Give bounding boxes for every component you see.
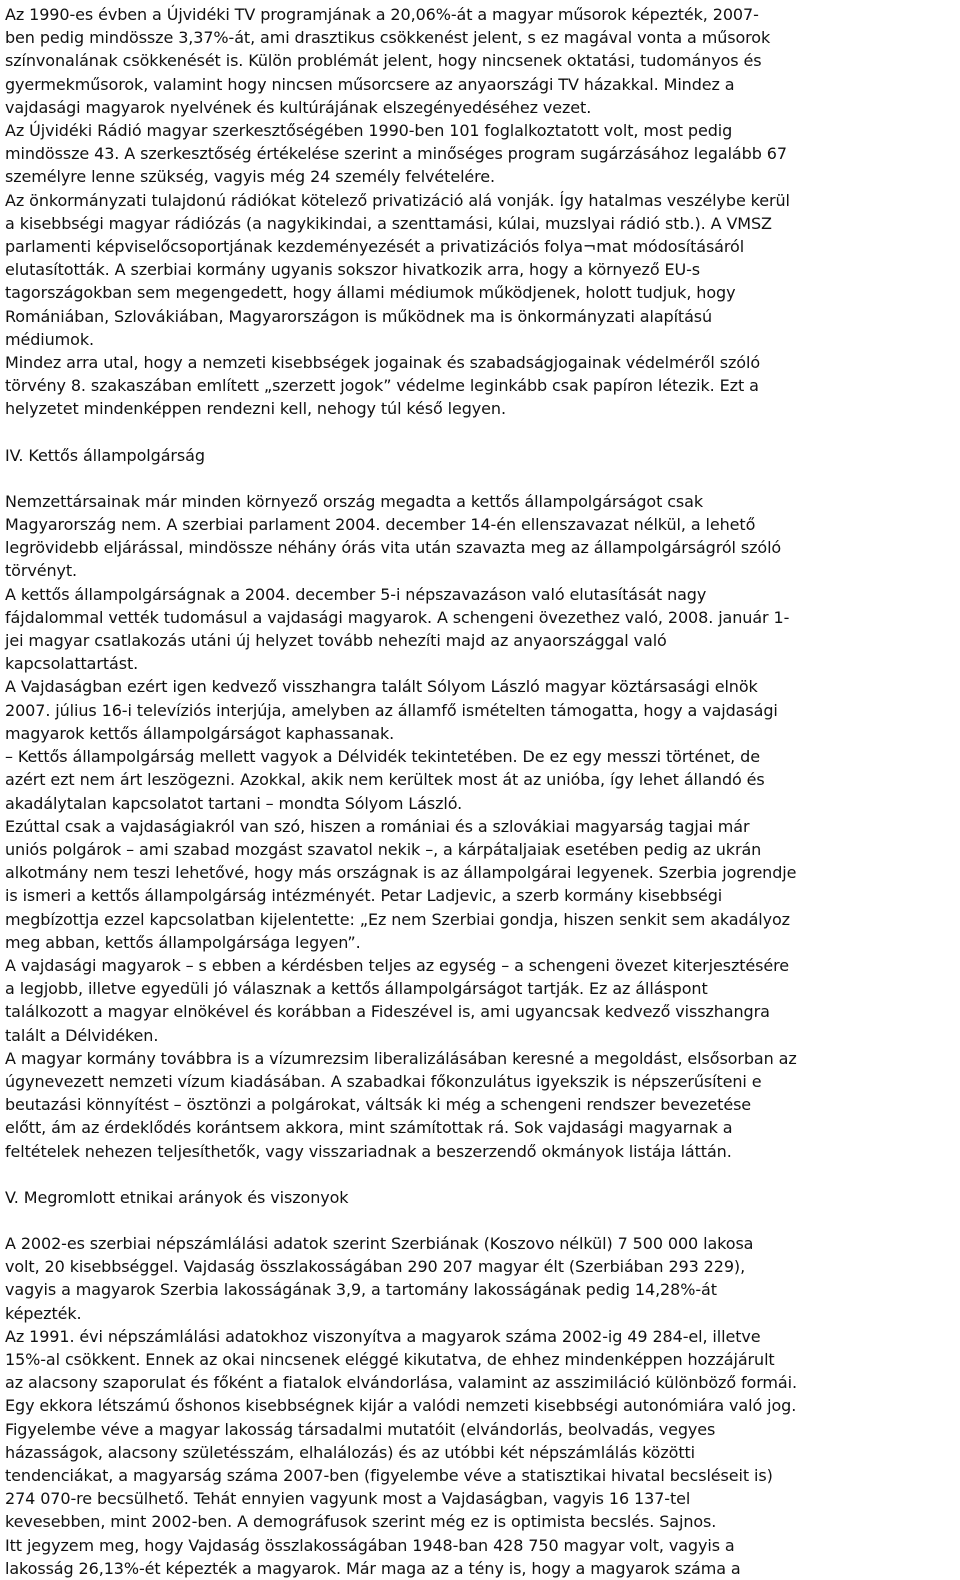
text-line: Magyarország nem. A szerbiai parlament 2004. december 14-én ellenszavazat nélkül, a lehető bbox=[5, 515, 756, 535]
text-line: meg abban, kettős állampolgársága legyen”. bbox=[5, 932, 361, 952]
text-line: törvény 8. szakaszában említett „szerzett jogok” védelme leginkább csak papíron létezik. Ezt a bbox=[5, 376, 759, 396]
text-line: az alacsony szaporulat és főként a fiatalok elvándorlása, valamint az asszimiláció különböző formái. bbox=[5, 1373, 797, 1393]
document-page bbox=[5, 3, 955, 1580]
text-line: feltételek nehezen teljesíthetők, vagy visszariadnak a beszerzendő okmányok listája láttán. bbox=[5, 1141, 732, 1161]
text-line: médiumok. bbox=[5, 329, 94, 349]
text-line: – Kettős állampolgárság mellett vagyok a Délvidék tekintetében. De ez egy messzi történet, de bbox=[5, 747, 760, 767]
section-heading-v: V. Megromlott etnikai arányok és viszonyok bbox=[5, 1187, 349, 1207]
text-line: A magyar kormány továbbra is a vízumrezsim liberalizálásában keresné a megoldást, elsősorban az bbox=[5, 1048, 797, 1068]
text-line: vajdasági magyarok nyelvének és kultúrájának elszegényedéséhez vezet. bbox=[5, 97, 592, 117]
text-line: tendenciákat, a magyarság száma 2007-ben (figyelembe véve a statisztikai hivatal becsléseit is) bbox=[5, 1465, 773, 1485]
text-line: volt, 20 kisebbséggel. Vajdaság összlakosságában 290 207 magyar élt (Szerbiában 293 229), bbox=[5, 1257, 746, 1277]
text-line: uniós polgárok – ami szabad mozgást szavatol nekik –, a kárpátaljaiak esetében pedig az ukrán bbox=[5, 839, 762, 859]
text-line: Nemzettársainak már minden környező ország megadta a kettős állampolgárságot csak bbox=[5, 491, 704, 511]
text-line: jei magyar csatlakozás utáni új helyzet tovább nehezíti majd az anyaországgal való bbox=[5, 631, 667, 651]
text-line: Ezúttal csak a vajdaságiakról van szó, hiszen a romániai és a szlovákiai magyarság tagjai már bbox=[5, 816, 750, 836]
text-line: A 2002-es szerbiai népszámlálási adatok szerint Szerbiának (Koszovo nélkül) 7 500 000 lakosa bbox=[5, 1233, 754, 1253]
section-iv-text bbox=[5, 490, 955, 1163]
text-line: magyarok kettős állampolgárságot kaphassanak. bbox=[5, 723, 395, 743]
text-line: elutasították. A szerbiai kormány ugyanis sokszor hivatkozik arra, hogy a környező EU-s bbox=[5, 260, 701, 280]
section-v-text bbox=[5, 1232, 955, 1580]
text-line: Itt jegyzem meg, hogy Vajdaság összlakosságában 1948-ban 428 750 magyar volt, vagyis a bbox=[5, 1535, 735, 1555]
text-line: vagyis a magyarok Szerbia lakosságának 3,9, a tartomány lakosságának pedig 14,28%-át bbox=[5, 1280, 717, 1300]
text-line: Figyelembe véve a magyar lakosság társadalmi mutatóit (elvándorlás, beolvadás, vegyes bbox=[5, 1419, 716, 1439]
text-line: helyzetet mindenképpen rendezni kell, nehogy túl késő legyen. bbox=[5, 399, 506, 419]
text-line: úgynevezett nemzeti vízum kiadásában. A szabadkai főkonzulátus igyekszik is népszerűsíteni e bbox=[5, 1071, 762, 1091]
text-line: kapcsolattartást. bbox=[5, 654, 139, 674]
text-line: Az Újvidéki Rádió magyar szerkesztőségében 1990-ben 101 foglalkoztatott volt, most pedig bbox=[5, 121, 733, 141]
text-line: legrövidebb eljárással, mindössze néhány órás vita után szavazta meg az állampolgárságról szóló bbox=[5, 538, 782, 558]
text-line: is ismeri a kettős állampolgárság intézményét. Petar Ladjevic, a szerb kormány kisebbségi bbox=[5, 886, 723, 906]
text-line: A vajdasági magyarok – s ebben a kérdésben teljes az egység – a schengeni övezet kiterjesztésére bbox=[5, 955, 790, 975]
text-line: házasságok, alacsony születésszám, elhalálozás) és az utóbbi két népszámlálás közötti bbox=[5, 1442, 696, 1462]
text-line: A kettős állampolgárságnak a 2004. december 5-i népszavazáson való elutasítását nagy bbox=[5, 584, 707, 604]
text-line: Az önkormányzati tulajdonú rádiókat kötelező privatizáció alá vonják. Így hatalmas veszélybe kerül bbox=[5, 190, 790, 210]
text-line: 274 070-re becsülhető. Tehát ennyien vagyunk most a Vajdaságban, vagyis 16 137-tel bbox=[5, 1489, 691, 1509]
text-line: mindössze 43. A szerkesztőség értékelése szerint a minőséges program sugárzásához legalább 67 bbox=[5, 144, 787, 164]
paragraph-gap bbox=[5, 467, 955, 490]
text-line: képezték. bbox=[5, 1303, 82, 1323]
text-line: Romániában, Szlovákiában, Magyarországon is működnek ma is önkormányzati alapítású bbox=[5, 306, 713, 326]
text-line: kevesebben, mint 2002-ben. A demográfusok szerint még ez is optimista becslés. Sajnos. bbox=[5, 1512, 717, 1532]
text-line: Egy ekkora létszámú őshonos kisebbségnek kijár a valódi nemzeti kisebbségi autonómiára való jog. bbox=[5, 1396, 797, 1416]
text-line: 15%-al csökkent. Ennek az okai nincsenek eléggé kikutatva, de ehhez mindenképpen hozzájárult bbox=[5, 1349, 775, 1369]
text-line: színvonalának csökkenését is. Külön problémát jelent, hogy nincsenek oktatási, tudományos és bbox=[5, 51, 762, 71]
text-line: ben pedig mindössze 3,37%-át, ami drasztikus csökkenést jelent, s ez magával vonta a műsorok bbox=[5, 28, 771, 48]
text-line: Az 1990-es évben a Újvidéki TV programjának a 20,06%-át a magyar műsorok képezték, 2007- bbox=[5, 5, 759, 24]
text-line: akadálytalan kapcsolatot tartani – mondta Sólyom László. bbox=[5, 793, 463, 813]
paragraph-gap bbox=[5, 421, 955, 444]
text-line: a legjobb, illetve egyedüli jó válasznak a kettős állampolgárságot tartják. Ez az álláspont bbox=[5, 979, 708, 999]
text-line: törvényt. bbox=[5, 561, 78, 581]
text-line: tagországokban sem megengedett, hogy állami médiumok működjenek, holott tudjuk, hogy bbox=[5, 283, 736, 303]
text-line: találkozott a magyar elnökével és korábban a Fideszével is, ami ugyancsak kedvező visszhangra bbox=[5, 1002, 770, 1022]
text-line: Mindez arra utal, hogy a nemzeti kisebbségek jogainak és szabadságjogainak védelméről szóló bbox=[5, 353, 761, 373]
paragraph-gap bbox=[5, 1163, 955, 1186]
text-line: talált a Délvidéken. bbox=[5, 1025, 159, 1045]
text-line: azért ezt nem árt leszögezni. Azokkal, akik nem kerültek most át az unióba, így lehet állandó és bbox=[5, 770, 765, 790]
text-line: a kisebbségi magyar rádiózás (a nagykikindai, a szenttamási, kúlai, muzslyai rádió stb.). A VMSZ bbox=[5, 213, 772, 233]
text-line: A Vajdaságban ezért igen kedvező visszhangra talált Sólyom László magyar köztársasági elnök bbox=[5, 677, 758, 697]
text-line: megbízottja ezzel kapcsolatban kijelentette: „Ez nem Szerbiai gondja, hiszen senkit sem akadályoz bbox=[5, 909, 790, 929]
text-line: gyermekműsorok, valamint hogy nincsen műsorcsere az anyaországi TV házakkal. Mindez a bbox=[5, 74, 735, 94]
section-heading-iv: IV. Kettős állampolgárság bbox=[5, 445, 205, 465]
text-line: lakosság 26,13%-ét képezték a magyarok. Már maga az a tény is, hogy a magyarok száma a bbox=[5, 1558, 741, 1578]
section-media-text bbox=[5, 3, 955, 421]
text-line: előtt, ám az érdeklődés korántsem akkora, mint számítottak rá. Sok vajdasági magyarnak a bbox=[5, 1118, 733, 1138]
text-line: személyre lenne szükség, vagyis még 24 személy felvételére. bbox=[5, 167, 496, 187]
text-line: beutazási könnyítést – ösztönzi a polgárokat, váltsák ki még a schengeni rendszer bevezetése bbox=[5, 1095, 752, 1115]
paragraph-gap bbox=[5, 1209, 955, 1232]
text-line: fájdalommal vették tudomásul a vajdasági magyarok. A schengeni övezethez való, 2008. január 1- bbox=[5, 607, 790, 627]
text-line: parlamenti képviselőcsoportjának kezdeményezését a privatizációs folya¬mat módosításáról bbox=[5, 237, 745, 257]
text-line: Az 1991. évi népszámlálási adatokhoz viszonyítva a magyarok száma 2002-ig 49 284-el, illetve bbox=[5, 1326, 761, 1346]
text-line: alkotmány nem teszi lehetővé, hogy más országnak is az állampolgárai legyenek. Szerbia jogrendje bbox=[5, 863, 797, 883]
text-line: 2007. július 16-i televíziós interjúja, amelyben az államfő ismételten támogatta, hogy a vajdasági bbox=[5, 700, 778, 720]
